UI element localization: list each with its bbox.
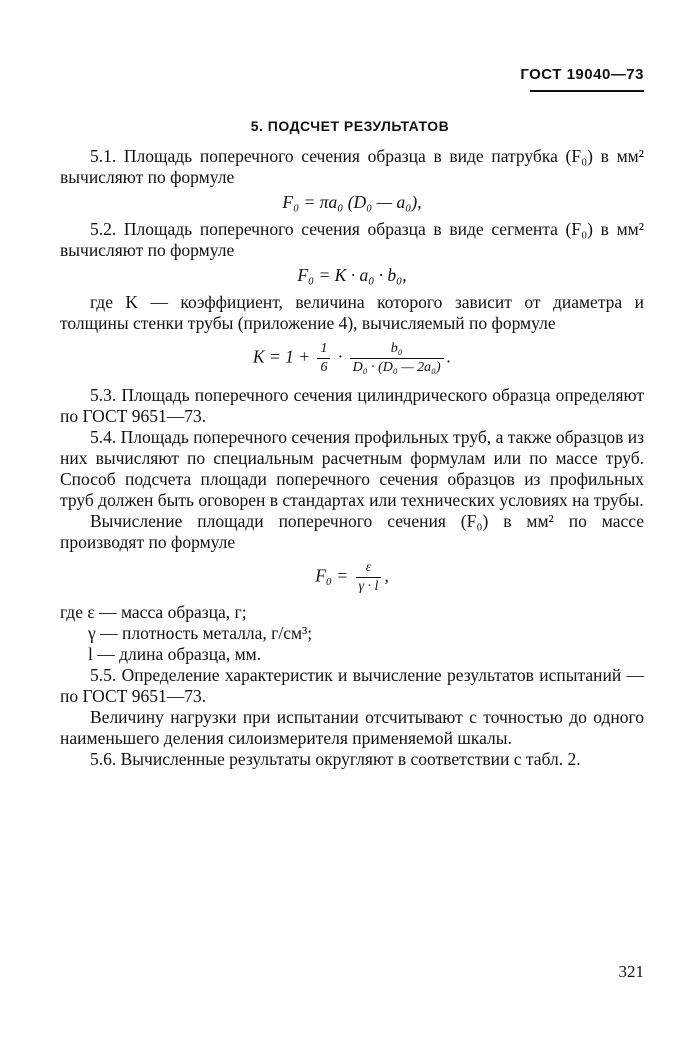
definition-density: γ — плотность металла, г/см³; — [88, 623, 313, 643]
paragraph-5-4-mass: Вычисление площади поперечного сечения (F₀) в мм² по массе производят по формуле — [60, 511, 644, 552]
page-number: 321 — [618, 962, 644, 981]
definition-length: l — длина образца, мм. — [88, 644, 262, 664]
k-fraction-2 — [350, 340, 444, 377]
coefficient-definition: где K — коэффициент, величина которого зависит от диаметра и толщины стенки трубы (приложение 4), вычисляемый по формуле — [60, 292, 644, 333]
paragraph-5-6: 5.6. Вычисленные результаты округляют в соответствии с табл. 2. — [90, 749, 581, 769]
k-dot: · — [337, 346, 343, 367]
mass-fraction-denominator: γ · l — [358, 579, 379, 594]
paragraph-5-5-load: Величину нагрузки при испытании отсчитывают с точностью до одного наименьшего деления силоизмерителя применяемой шкалы. — [60, 707, 644, 748]
formula-coefficient-k — [60, 340, 644, 377]
paragraph-5-4: 5.4. Площадь поперечного сечения профильных труб, а также образцов из них вычисляют по специальным расчетным формулам или по массе труб. Способ подсчета площади поперечного сечения образцов из профильных труб должен быть оговорен в стандартах или технических условиях на трубы. — [60, 427, 644, 510]
k-fraction-2-denominator: D₀ · (D₀ — 2a₀) — [352, 360, 441, 375]
paragraph-5-1: 5.1. Площадь поперечного сечения образца в виде патрубка (F₀) в мм² вычисляют по формуле — [60, 146, 644, 187]
k-fraction-1-denominator: 6 — [320, 360, 328, 375]
variable-definitions — [60, 602, 644, 665]
header-rule — [530, 90, 644, 92]
paragraph-5-2: 5.2. Площадь поперечного сечения образца в виде сегмента (F₀) в мм² вычисляют по формуле — [60, 219, 644, 260]
mass-formula-lhs: F₀ = — [315, 565, 349, 586]
definition-mass: где ε — масса образца, г; — [60, 602, 247, 622]
section-title: 5. ПОДСЧЕТ РЕЗУЛЬТАТОВ — [250, 118, 450, 134]
document-body — [60, 146, 644, 770]
k-fraction-1-numerator: 1 — [317, 340, 330, 359]
paragraph-5-5: 5.5. Определение характеристик и вычисление результатов испытаний — по ГОСТ 9651—73. — [60, 665, 644, 706]
k-lhs: K = 1 + — [252, 346, 311, 367]
k-fraction-1 — [317, 340, 330, 377]
formula-cross-section-segment: F₀ = K · a₀ · b₀, — [297, 265, 407, 285]
paragraph-5-3: 5.3. Площадь поперечного сечения цилиндрического образца определяют по ГОСТ 9651—73. — [60, 385, 644, 426]
formula-cross-section-mass — [60, 559, 644, 596]
mass-fraction — [356, 559, 382, 596]
formula-cross-section-pipe: F₀ = πa₀ (D₀ — a₀), — [282, 192, 422, 212]
k-fraction-2-numerator: b₀ — [350, 340, 444, 359]
mass-fraction-numerator: ε — [356, 559, 382, 578]
standard-header: ГОСТ 19040—73 — [520, 66, 644, 83]
k-end: . — [446, 346, 452, 367]
mass-formula-end: , — [384, 565, 389, 586]
